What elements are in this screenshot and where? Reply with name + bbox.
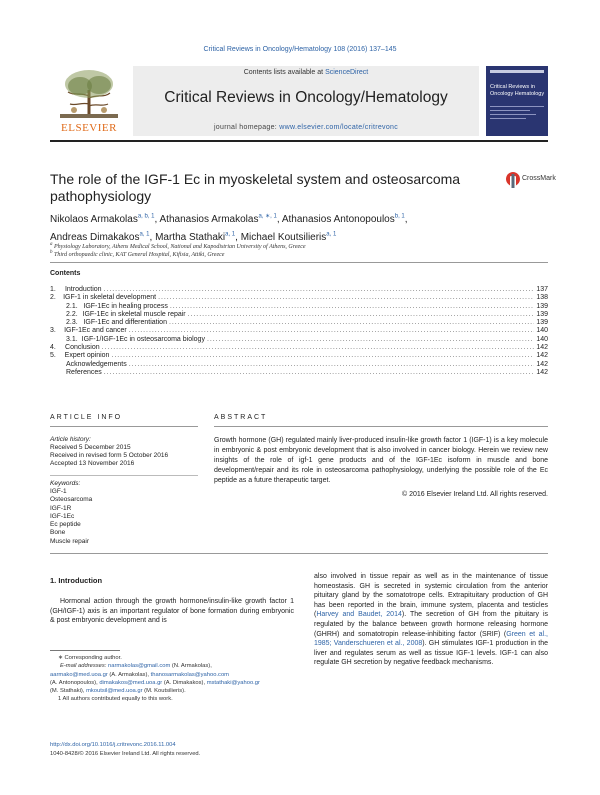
email-line: (A. Antonopoulos), dimakakos@med.uoa.gr (A. Dimakakos), mstathaki@yahoo.gr <box>50 679 260 686</box>
affiliation-a: $^a$ Physiology Laboratory, Athens Medical School, National and Kapodistrian University of Athens, Greece <box>50 242 306 250</box>
section-heading-introduction: 1. Introduction <box>50 576 103 585</box>
abstract <box>214 436 548 500</box>
journal-homepage <box>133 124 479 131</box>
citation-link[interactable]: Harvey and Baudet, 2014 <box>316 611 402 619</box>
author: Andreas Dimakakos$^{a, 1}$, <box>50 231 156 243</box>
history-accepted: Accepted 13 November 2016 <box>50 460 135 467</box>
toc-item[interactable]: 5. Expert opinion . . . 142 <box>50 352 548 360</box>
toc-item[interactable]: 2.3. IGF-1Ec and differentiation . . . 139 <box>50 319 548 327</box>
divider <box>50 553 548 554</box>
contents-prefix: Contents lists available at <box>243 69 326 76</box>
email-line: aarmako@med.uoa.gr (A. Armakolas), thanosarmakolas@yahoo.com <box>50 671 229 678</box>
toc-item[interactable]: 2. IGF-1 in skeletal development . . . 138 <box>50 294 548 302</box>
journal-reference[interactable]: Critical Reviews in Oncology/Hematology 108 (2016) 137–145 <box>203 46 397 53</box>
author: Michael Koutsilieris$^{a, 1}$ <box>240 231 337 243</box>
toc-item[interactable]: References . . . 142 <box>50 369 548 377</box>
homepage-label: journal homepage: <box>213 124 280 131</box>
toc-item[interactable]: 3.1. IGF-1/IGF-1Ec in osteosarcoma biology . . . 140 <box>50 336 548 344</box>
equal-contribution: 1 All authors contributed equally to this work. <box>58 696 173 703</box>
divider <box>214 426 548 427</box>
doi-block <box>50 741 350 758</box>
author-list <box>50 210 548 245</box>
toc-item[interactable]: 2.2. IGF-1Ec in skeletal muscle repair . . . 139 <box>50 311 548 319</box>
email-link[interactable]: thanosarmakolas@yahoo.com <box>150 671 229 678</box>
body-left-column: Hormonal action through the growth hormone/insulin-like growth factor 1 (GH/IGF-1) axis is an important regulator of bone formation during embryonic & post embryonic development and is <box>50 598 294 625</box>
email-link[interactable]: dimakakos@med.uoa.gr <box>99 679 163 686</box>
history-received: Received 5 December 2015 <box>50 444 131 451</box>
author: Nikolaos Armakolas$^{a, b, 1}$, <box>50 214 160 226</box>
issn-line: 1040-8428/© 2016 Elsevier Ireland Ltd. All rights reserved. <box>50 750 201 757</box>
keyword: Bone <box>50 529 66 537</box>
contents-available-line <box>133 69 479 76</box>
footnote-rule <box>50 650 120 651</box>
email-line: E-mail addresses: narmakolas@gmail.com (N. Armakolas), <box>60 663 212 670</box>
article-info <box>50 436 198 546</box>
keywords-label: Keywords: <box>50 480 81 487</box>
header-rule <box>50 140 548 142</box>
toc-item[interactable]: 1. Introduction . . . 137 <box>50 286 548 294</box>
abstract-heading: ABSTRACT <box>214 414 268 421</box>
journal-name: Critical Reviews in Oncology/Hematology <box>164 89 448 106</box>
article-info-heading: ARTICLE INFO <box>50 414 123 421</box>
email-link[interactable]: mstathaki@yahoo.gr <box>206 679 260 686</box>
homepage-link[interactable]: www.elsevier.com/locate/critrevonc <box>279 124 399 131</box>
publisher-name: ELSEVIER <box>61 122 117 134</box>
journal-cover-image <box>486 66 548 136</box>
email-link[interactable]: narmakolas@gmail.com <box>108 663 171 670</box>
sciencedirect-link[interactable]: ScienceDirect <box>325 69 369 76</box>
crossmark-badge[interactable] <box>506 172 554 190</box>
keyword: Osteosarcoma <box>50 496 93 504</box>
divider <box>50 262 548 263</box>
toc-item[interactable]: Acknowledgements . . . 142 <box>50 361 548 369</box>
email-link[interactable]: aarmako@med.uoa.gr <box>50 671 108 678</box>
corresponding-author: ∗ Corresponding author. <box>58 655 122 661</box>
crossmark-label: CrossMark <box>522 175 556 182</box>
doi-link[interactable]: http://dx.doi.org/10.1016/j.critrevonc.2016.11.004 <box>50 742 176 748</box>
author: Martha Stathaki$^{a, 1}$, <box>155 231 241 243</box>
keyword: IGF-1Ec <box>50 512 75 520</box>
keyword: IGF-1 <box>50 488 67 495</box>
keyword: IGF-1R <box>50 504 72 512</box>
article-title: The role of the IGF-1 Ec in myoskeletal system and osteosarcoma pathophysiology <box>50 171 461 204</box>
contents-heading: Contents <box>50 270 81 277</box>
abstract-text: Growth hormone (GH) regulated mainly liver-produced insulin-like growth factor 1 (IGF-1) is a key molecule in embryonic & post embryonic development that is also involved in cancer biology. Herein we review new insights of the role of igf-1 gene products and of the IGF-1Ec isoform in muscle and bone development/repair and its role in osteosarcoma pathophysiology, underlying the possible role of the Ec peptide as a future therapeutic target. <box>214 437 548 484</box>
footnotes <box>50 654 294 704</box>
abstract-copyright: © 2016 Elsevier Ireland Ltd. All rights reserved. <box>401 491 548 498</box>
history-label: Article history: <box>50 436 91 443</box>
divider <box>50 426 198 427</box>
citation-link[interactable]: Green et al., 1985; Vanderschueren et al., 2008 <box>314 630 548 648</box>
toc-item[interactable]: 3. IGF-1Ec and cancer . . . 140 <box>50 327 548 335</box>
body-right-column: also involved in tissue repair as well as in the maintenance of tissue homeostasis. GH is secreted in systemic circulation from the anterior pituitary gland by the somatotrope cells. Extrapituitary production of GH has been reported in the brain, immune system, placenta and testicles (Harvey and Baudet, 2014). The secretion of GH from the pituitary is regulated by the balance between growth hormone releasing hormone (GHRH) and somatotropin release-inhibiting factor (SRIF) (Green et al., 1985; Vanderschueren et al., 2008). GH stimulates IGF-1 production in the liver and regulates serum as well as tissue IGF-1 levels. IGF-1 can also regulate GH secretion by negative feedback mechanisms. <box>314 573 548 667</box>
toc-item[interactable]: 4. Conclusion . . . 142 <box>50 344 548 352</box>
keyword: Muscle repair <box>50 537 90 545</box>
email-line: (M. Stathaki), mkoutsil@med.uoa.gr (M. Koutsilieris). <box>50 688 186 695</box>
crossmark-icon <box>506 172 520 190</box>
author: Athanasios Antonopoulos$^{b, 1}$, <box>281 214 408 226</box>
affiliation-b: $^b$ Third orthopaedic clinic, KAT General Hospital, Kifisia, Attiki, Greece <box>50 250 225 258</box>
toc-item[interactable]: 2.1. IGF-1Ec in healing process . . . 139 <box>50 303 548 311</box>
email-link[interactable]: mkoutsil@med.uoa.gr <box>86 688 143 695</box>
keyword: Ec peptide <box>50 521 81 529</box>
table-of-contents <box>50 286 548 377</box>
history-revised: Received in revised form 5 October 2016 <box>50 452 169 459</box>
author: Athanasios Armakolas$^{a, ∗, 1}$, <box>159 214 282 226</box>
cover-title: Critical Reviews in Oncology Hematology <box>490 84 545 97</box>
